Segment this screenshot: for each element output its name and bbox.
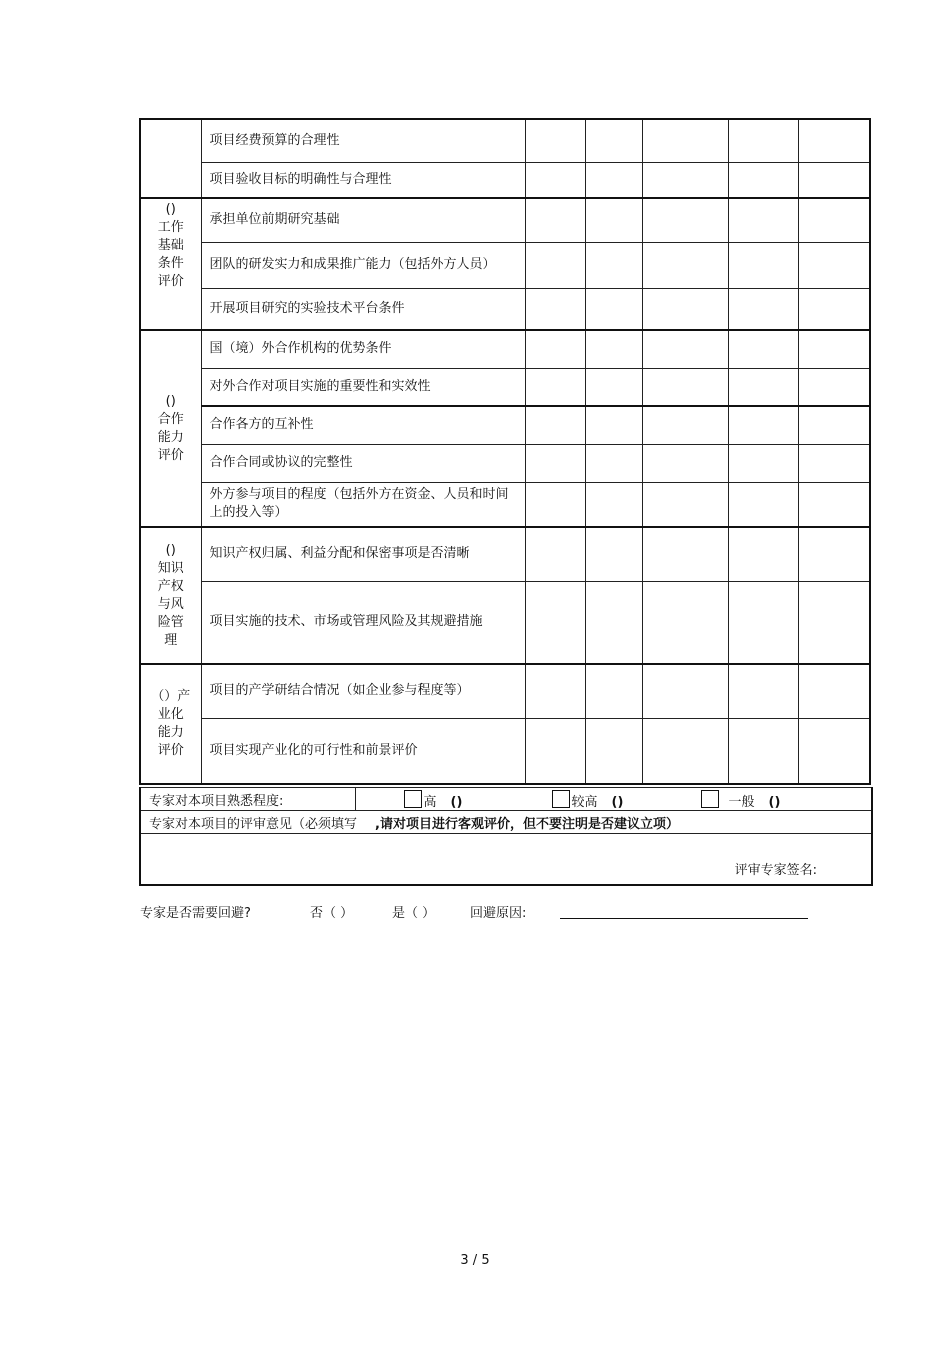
- score-cell[interactable]: [585, 527, 642, 581]
- score-cell[interactable]: [585, 406, 642, 444]
- score-cell[interactable]: [798, 162, 870, 198]
- criteria-cell: 外方参与项目的程度（包括外方在资金、人员和时间上的投入等）: [201, 482, 525, 527]
- score-cell[interactable]: [798, 482, 870, 527]
- score-cell[interactable]: [728, 330, 798, 368]
- criteria-cell: 项目验收目标的明确性与合理性: [201, 162, 525, 198]
- score-cell[interactable]: [585, 482, 642, 527]
- score-cell[interactable]: [728, 444, 798, 482]
- score-cell[interactable]: [728, 288, 798, 330]
- score-cell[interactable]: [642, 581, 728, 664]
- score-cell[interactable]: [525, 368, 585, 406]
- score-cell[interactable]: [798, 119, 870, 162]
- checkbox-icon[interactable]: [701, 790, 719, 808]
- score-cell[interactable]: [728, 718, 798, 784]
- score-cell[interactable]: [642, 482, 728, 527]
- category-cell: （）产 业化 能力 评价: [140, 664, 201, 784]
- criteria-cell: 承担单位前期研究基础: [201, 198, 525, 242]
- score-cell[interactable]: [642, 368, 728, 406]
- criteria-cell: 国（境）外合作机构的优势条件: [201, 330, 525, 368]
- criteria-cell: 对外合作对项目实施的重要性和实效性: [201, 368, 525, 406]
- score-cell[interactable]: [798, 406, 870, 444]
- table-row: [140, 444, 870, 482]
- score-cell[interactable]: [728, 664, 798, 718]
- score-cell[interactable]: [642, 162, 728, 198]
- table-row: [140, 482, 870, 527]
- criteria-cell: 项目实现产业化的可行性和前景评价: [201, 718, 525, 784]
- criteria-cell: 合作合同或协议的完整性: [201, 444, 525, 482]
- criteria-cell: 开展项目研究的实验技术平台条件: [201, 288, 525, 330]
- score-cell[interactable]: [585, 119, 642, 162]
- familiarity-medium-option[interactable]: 较高 (): [552, 790, 624, 810]
- score-cell[interactable]: [525, 406, 585, 444]
- criteria-cell: 合作各方的互补性: [201, 406, 525, 444]
- table-row: [140, 242, 870, 288]
- category-cell: () 知识 产权 与风 险管 理: [140, 527, 201, 664]
- familiarity-general-option[interactable]: 一般 (): [701, 790, 781, 810]
- score-cell[interactable]: [642, 444, 728, 482]
- score-cell[interactable]: [525, 162, 585, 198]
- score-cell[interactable]: [585, 288, 642, 330]
- score-cell[interactable]: [728, 482, 798, 527]
- score-cell[interactable]: [798, 242, 870, 288]
- score-cell[interactable]: [585, 198, 642, 242]
- evaluation-table: [139, 118, 871, 785]
- table-row: [140, 288, 870, 330]
- score-cell[interactable]: [525, 664, 585, 718]
- score-cell[interactable]: [728, 198, 798, 242]
- score-cell[interactable]: [798, 718, 870, 784]
- score-cell[interactable]: [642, 330, 728, 368]
- category-cell: [140, 119, 201, 198]
- score-cell[interactable]: [585, 444, 642, 482]
- score-cell[interactable]: [798, 198, 870, 242]
- score-cell[interactable]: [798, 444, 870, 482]
- score-cell[interactable]: [585, 581, 642, 664]
- score-cell[interactable]: [525, 242, 585, 288]
- score-cell[interactable]: [728, 581, 798, 664]
- table-row: [140, 406, 870, 444]
- score-cell[interactable]: [728, 162, 798, 198]
- recusal-reason-field[interactable]: [560, 918, 808, 919]
- score-cell[interactable]: [525, 527, 585, 581]
- category-cell: () 工作 基础 条件 评价: [140, 198, 201, 330]
- expert-opinion-table: [139, 787, 873, 886]
- recusal-yes-option[interactable]: 是（ ）: [392, 906, 436, 921]
- recusal-no-option[interactable]: 否（ ）: [310, 906, 354, 921]
- criteria-cell: 项目经费预算的合理性: [201, 119, 525, 162]
- score-cell[interactable]: [525, 581, 585, 664]
- score-cell[interactable]: [798, 288, 870, 330]
- score-cell[interactable]: [642, 664, 728, 718]
- recusal-question: 专家是否需要回避?: [140, 906, 251, 921]
- score-cell[interactable]: [525, 198, 585, 242]
- criteria-cell: 知识产权归属、利益分配和保密事项是否清晰: [201, 527, 525, 581]
- score-cell[interactable]: [525, 119, 585, 162]
- score-cell[interactable]: [642, 288, 728, 330]
- familiarity-label: 专家对本项目熟悉程度:: [140, 788, 355, 811]
- score-cell[interactable]: [642, 198, 728, 242]
- score-cell[interactable]: [728, 368, 798, 406]
- recusal-reason-label: 回避原因:: [470, 906, 527, 921]
- score-cell[interactable]: [642, 242, 728, 288]
- table-row: [140, 718, 870, 784]
- score-cell[interactable]: [642, 406, 728, 444]
- score-cell[interactable]: [728, 242, 798, 288]
- criteria-cell: 团队的研发实力和成果推广能力（包括外方人员）: [201, 242, 525, 288]
- table-row: [140, 581, 870, 664]
- score-cell[interactable]: [798, 664, 870, 718]
- table-row: [140, 119, 870, 162]
- score-cell[interactable]: [525, 718, 585, 784]
- table-row: [140, 330, 870, 368]
- score-cell[interactable]: [798, 581, 870, 664]
- criteria-cell: 项目的产学研结合情况（如企业参与程度等）: [201, 664, 525, 718]
- score-cell[interactable]: [585, 242, 642, 288]
- score-cell[interactable]: [525, 330, 585, 368]
- familiarity-high-option[interactable]: 高 (): [404, 790, 463, 810]
- score-cell[interactable]: [585, 718, 642, 784]
- familiarity-options: [355, 788, 872, 811]
- checkbox-icon[interactable]: [552, 790, 570, 808]
- table-row: [140, 527, 870, 581]
- score-cell[interactable]: [585, 162, 642, 198]
- score-cell[interactable]: [798, 330, 870, 368]
- criteria-cell: 项目实施的技术、市场或管理风险及其规避措施: [201, 581, 525, 664]
- score-cell[interactable]: [525, 482, 585, 527]
- score-cell[interactable]: [585, 368, 642, 406]
- score-cell[interactable]: [642, 718, 728, 784]
- score-cell[interactable]: [525, 444, 585, 482]
- score-cell[interactable]: [585, 330, 642, 368]
- score-cell[interactable]: [798, 527, 870, 581]
- table-row: [140, 368, 870, 406]
- page-number: 3 / 5: [460, 1253, 490, 1268]
- score-cell[interactable]: [642, 527, 728, 581]
- score-cell[interactable]: [728, 406, 798, 444]
- score-cell[interactable]: [728, 527, 798, 581]
- score-cell[interactable]: [642, 119, 728, 162]
- checkbox-icon[interactable]: [404, 790, 422, 808]
- table-row: [140, 162, 870, 198]
- score-cell[interactable]: [585, 664, 642, 718]
- score-cell[interactable]: [525, 288, 585, 330]
- score-cell[interactable]: [728, 119, 798, 162]
- table-row: [140, 198, 870, 242]
- opinion-header: 专家对本项目的评审意见（必须填写 ,请对项目进行客观评价，但不要注明是否建议立项）: [140, 811, 872, 834]
- opinion-field[interactable]: [140, 834, 872, 886]
- score-cell[interactable]: [798, 368, 870, 406]
- table-row: [140, 664, 870, 718]
- category-cell: () 合作 能力 评价: [140, 330, 201, 527]
- expert-signature-label: 评审专家签名:: [734, 863, 817, 878]
